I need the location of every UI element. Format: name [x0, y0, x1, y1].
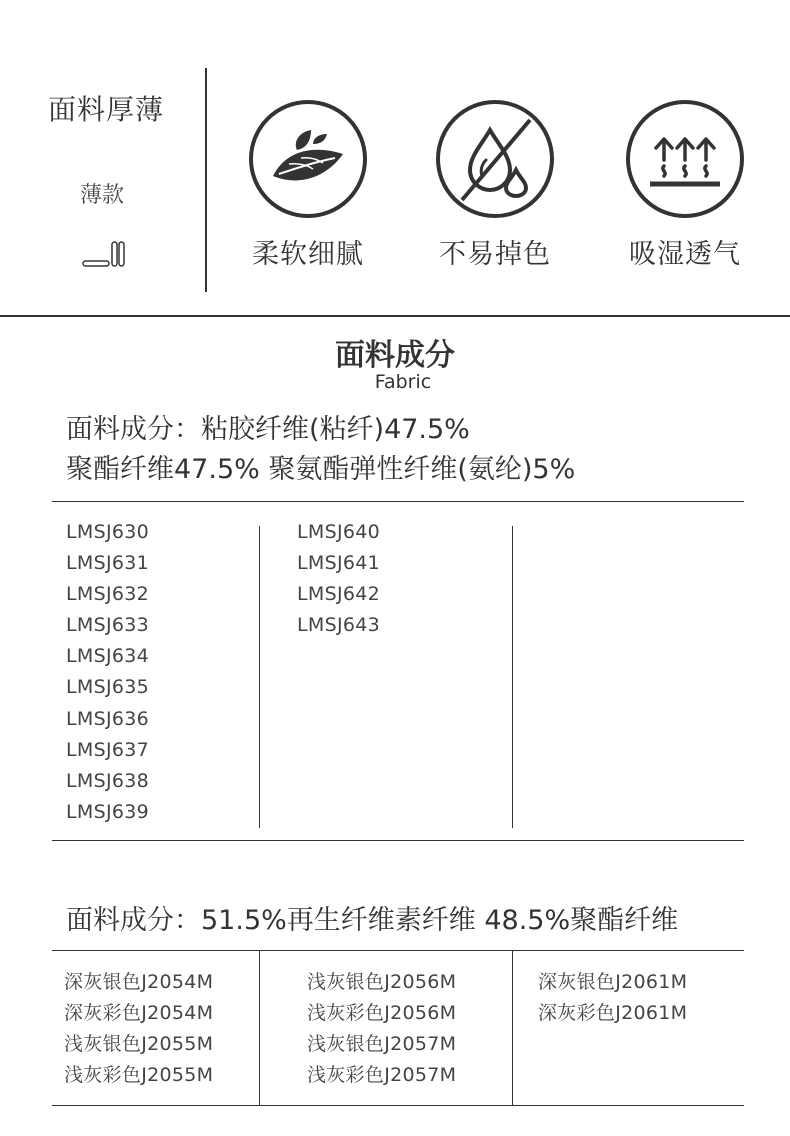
column-divider — [512, 526, 513, 828]
color-list-3 — [538, 967, 687, 1029]
feature-label: 吸湿透气 — [629, 239, 741, 270]
list-item: 浅灰彩色J2057M — [307, 1064, 457, 1087]
feature-soft — [238, 100, 378, 271]
list-item: 浅灰银色J2057M — [307, 1033, 457, 1056]
fabric-subtitle: Fabric — [374, 371, 432, 393]
fabric-title: 面料成分 — [335, 338, 455, 373]
list-item: LMSJ632 — [66, 583, 150, 606]
column-divider — [259, 951, 260, 1105]
column-divider — [259, 526, 260, 828]
color-list-2 — [307, 967, 456, 1091]
list-item: LMSJ643 — [297, 614, 381, 637]
list-item: LMSJ641 — [297, 552, 381, 575]
breathable-arrows-icon — [626, 100, 744, 218]
model-list-2 — [297, 517, 380, 641]
table-rule — [52, 950, 744, 951]
list-item: 深灰彩色J2054M — [64, 1002, 214, 1025]
list-item: 深灰彩色J2061M — [538, 1002, 688, 1025]
list-item: LMSJ638 — [66, 769, 150, 792]
thickness-indicator-icon — [82, 240, 130, 270]
list-item: 深灰银色J2054M — [64, 971, 214, 993]
feature-label: 柔软细腻 — [252, 239, 364, 270]
table-rule — [52, 1105, 744, 1106]
list-item: LMSJ642 — [297, 583, 381, 606]
list-item: 浅灰彩色J2056M — [307, 1002, 457, 1025]
list-item: LMSJ633 — [66, 614, 150, 637]
list-item: 深灰银色J2061M — [538, 971, 688, 993]
list-item: LMSJ631 — [66, 552, 150, 575]
composition-line-2: 聚酯纤维47.5% 聚氨酯弹性纤维(氨纶)5% — [66, 454, 576, 485]
fabric-composition — [66, 410, 575, 490]
composition-line-1: 面料成分：粘胶纤维(粘纤)47.5% — [66, 414, 470, 445]
feature-breathable — [615, 100, 755, 271]
feature-colorfast — [425, 100, 565, 271]
table-rule — [52, 840, 744, 841]
list-item: 浅灰彩色J2055M — [64, 1064, 214, 1087]
list-item: LMSJ637 — [66, 738, 150, 761]
list-item: LMSJ635 — [66, 676, 150, 699]
leaf-icon — [249, 100, 367, 218]
list-item: LMSJ634 — [66, 645, 150, 668]
no-water-drop-icon — [436, 100, 554, 218]
list-item: 浅灰银色J2056M — [307, 971, 457, 993]
color-list-1 — [64, 967, 213, 1091]
thickness-title: 面料厚薄 — [48, 93, 165, 126]
list-item: LMSJ630 — [66, 521, 150, 543]
table-rule — [52, 501, 744, 502]
list-item: 浅灰银色J2055M — [64, 1033, 214, 1056]
thickness-value: 薄款 — [80, 183, 125, 208]
feature-label: 不易掉色 — [439, 239, 551, 270]
model-list-1 — [66, 517, 149, 828]
list-item: LMSJ636 — [66, 707, 150, 730]
list-item: LMSJ640 — [297, 521, 381, 543]
fabric2-composition: 面料成分：51.5%再生纤维素纤维 48.5%聚酯纤维 — [66, 905, 679, 936]
top-divider — [205, 68, 207, 292]
section-divider — [0, 315, 790, 317]
column-divider — [512, 951, 513, 1105]
list-item: LMSJ639 — [66, 800, 150, 823]
